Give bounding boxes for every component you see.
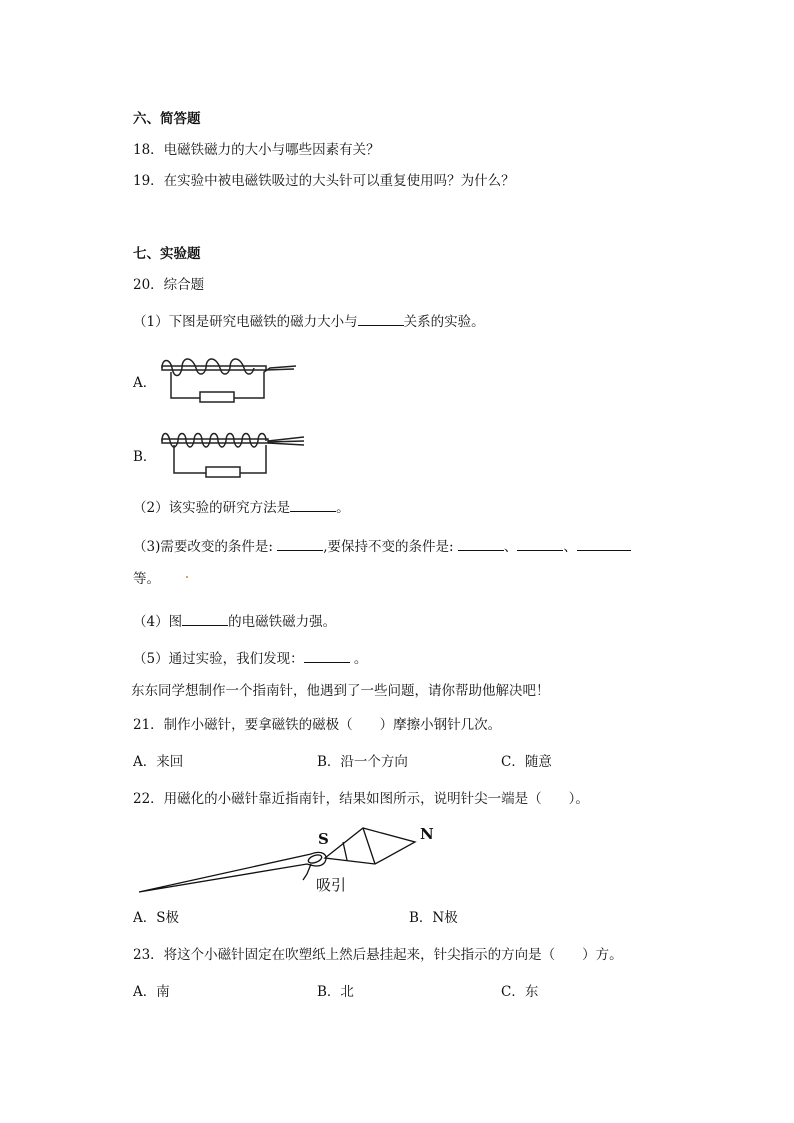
sub-question-2-text-end: 。 xyxy=(336,500,350,516)
q22-option-b[interactable]: B．N极 xyxy=(409,910,458,926)
figure-a-label: A． xyxy=(133,375,157,391)
answer-blank[interactable] xyxy=(517,538,563,551)
electromagnet-a-figure xyxy=(158,352,308,408)
section-7-heading: 七、实验题 xyxy=(133,246,201,262)
question-23: 23．将这个小磁针固定在吹塑纸上然后悬挂起来，针尖指示的方向是（ ）方。 xyxy=(133,947,623,963)
answer-blank[interactable] xyxy=(358,313,404,326)
sub-question-1-text: （1）下图是研究电磁铁的磁力大小与 xyxy=(133,314,358,330)
answer-blank[interactable] xyxy=(182,613,228,626)
sub-question-4-text: （4）图 xyxy=(133,614,183,630)
sub-question-4 xyxy=(133,613,336,631)
question-22: 22．用磁化的小磁针靠近指南针，结果如图所示，说明针尖一端是（ ）。 xyxy=(133,791,589,807)
q23-option-a[interactable]: A．南 xyxy=(133,984,170,1000)
question-18: 18．电磁铁磁力的大小与哪些因素有关？ xyxy=(133,142,380,158)
compass-n-label: N xyxy=(420,825,434,843)
intro-text: 东东同学想制作一个指南针，他遇到了一些问题，请你帮助他解决吧！ xyxy=(131,683,550,699)
needle-compass-figure xyxy=(135,820,455,900)
sub-question-4-text-end: 的电磁铁磁力强。 xyxy=(228,614,337,630)
section-6-heading: 六、简答题 xyxy=(133,111,201,127)
q23-option-b[interactable]: B．北 xyxy=(317,984,354,1000)
sub-question-5-text-end: 。 xyxy=(349,651,368,667)
sub-question-1-text-end: 关系的实验。 xyxy=(403,314,485,330)
separator: 、 xyxy=(563,539,577,555)
figure-b-label: B． xyxy=(133,449,157,465)
stray-dot xyxy=(186,576,188,578)
question-19: 19．在实验中被电磁铁吸过的大头针可以重复使用吗？为什么？ xyxy=(133,173,515,189)
attract-label: 吸引 xyxy=(316,876,347,894)
electromagnet-b-figure xyxy=(158,427,308,483)
sub-question-3-text-b: ,要保持不变的条件是: xyxy=(323,539,458,555)
answer-blank[interactable] xyxy=(304,650,350,663)
question-20: 20．综合题 xyxy=(133,277,205,293)
sub-question-3 xyxy=(133,538,631,556)
sub-question-2 xyxy=(133,499,350,517)
separator: 、 xyxy=(503,539,518,555)
q21-option-b[interactable]: B．沿一个方向 xyxy=(317,754,408,770)
q21-option-a[interactable]: A．来回 xyxy=(133,754,184,770)
answer-blank[interactable] xyxy=(577,538,631,551)
answer-blank[interactable] xyxy=(458,538,504,551)
sub-question-3-end: 等。 xyxy=(133,571,160,587)
q22-option-a[interactable]: A．S极 xyxy=(133,910,179,926)
answer-blank[interactable] xyxy=(277,538,323,551)
answer-blank[interactable] xyxy=(290,499,336,512)
q23-option-c[interactable]: C．东 xyxy=(501,984,539,1000)
compass-s-label: S xyxy=(318,830,329,848)
sub-question-5-text: （5）通过实验，我们发现： xyxy=(133,651,304,667)
question-21: 21．制作小磁针，要拿磁铁的磁极（ ）摩擦小钢针几次。 xyxy=(133,717,502,733)
sub-question-5 xyxy=(133,650,367,668)
sub-question-1 xyxy=(133,313,485,331)
sub-question-2-text: （2）该实验的研究方法是 xyxy=(133,500,291,516)
sub-question-3-text-a: （3)需要改变的条件是: xyxy=(133,539,278,555)
q21-option-c[interactable]: C．随意 xyxy=(501,754,552,770)
